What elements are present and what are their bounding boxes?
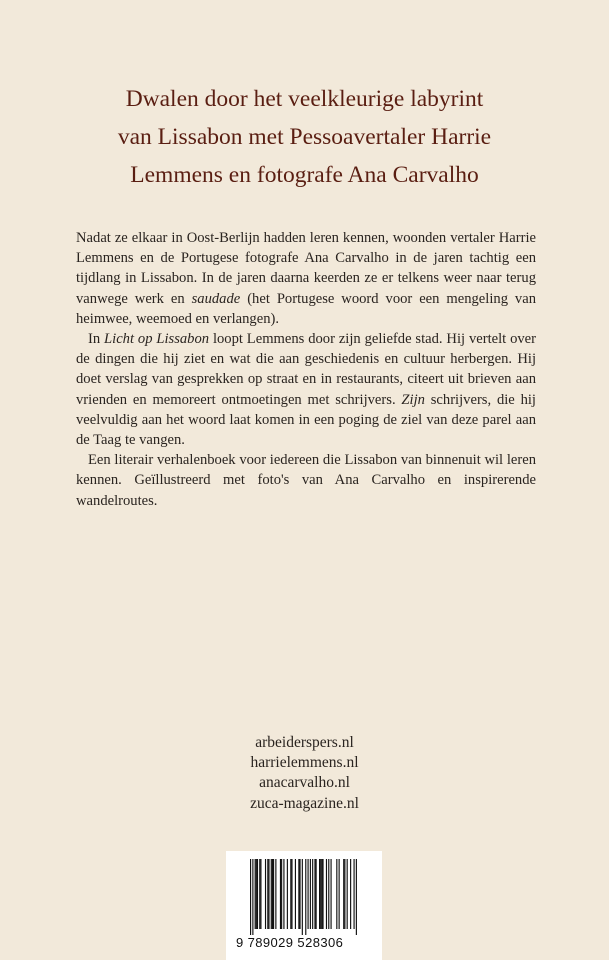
barcode-bar <box>356 859 357 935</box>
barcode-bar <box>316 859 317 929</box>
barcode-bar <box>308 859 309 929</box>
website-links <box>0 733 609 814</box>
barcode-bar <box>331 859 332 929</box>
barcode-bar <box>314 859 315 929</box>
blurb-paragraph-2 <box>76 329 536 450</box>
blurb-p1-italic: saudade <box>191 290 241 307</box>
barcode-bar <box>339 859 340 929</box>
barcode-bar <box>265 859 266 929</box>
barcode-bar <box>343 859 344 929</box>
barcode-bar <box>250 859 251 935</box>
barcode-bar <box>326 859 327 929</box>
barcode-bar <box>354 859 355 929</box>
barcode-bar <box>281 859 282 929</box>
tagline-line-2: van Lissabon met Pessoavertaler Harrie <box>117 124 492 150</box>
barcode-bar <box>260 859 261 929</box>
barcode-bar <box>305 859 306 935</box>
barcode-bar <box>336 859 337 929</box>
barcode-bar <box>328 859 329 929</box>
isbn-number: 9 789029 528306 <box>236 935 344 950</box>
barcode-bar <box>252 859 253 935</box>
barcode-bar <box>291 859 292 929</box>
link-zuca-magazine[interactable]: zuca-magazine.nl <box>250 794 359 812</box>
blurb-p2-mid: loopt Lemmens door zijn geliefde stad. Hij vertelt over de dingen die hij ziet en wat die aan geschiedenis en cultuur herbergen. Hij doet verslag van gesprekken op straat en in restaurants, citeert uit brieven aan vrienden en memoreert ontmoetingen met schrijvers. <box>76 331 537 408</box>
barcode-bar <box>275 859 276 929</box>
barcode-bar <box>295 859 296 929</box>
barcode-bar <box>256 859 257 929</box>
barcode-bar <box>280 859 281 929</box>
barcode-bar <box>272 859 273 929</box>
barcode-bar <box>267 859 268 929</box>
barcode-bar <box>319 859 320 929</box>
back-cover-tagline <box>30 80 579 194</box>
blurb-paragraph-1 <box>76 228 536 329</box>
barcode-bar <box>312 859 313 929</box>
barcode-bar <box>298 859 299 929</box>
link-harrielemmens[interactable]: harrielemmens.nl <box>250 754 359 772</box>
blurb <box>76 228 536 511</box>
barcode-bar <box>259 859 260 929</box>
isbn-barcode <box>226 851 382 960</box>
barcode-bar <box>271 859 272 929</box>
barcode-bar <box>344 859 345 929</box>
barcode-bar <box>283 859 284 929</box>
link-arbeiderspers[interactable]: arbeiderspers.nl <box>255 734 354 751</box>
barcode-bar <box>299 859 300 929</box>
barcode-bar <box>290 859 291 929</box>
blurb-p2-start: In <box>88 331 105 348</box>
barcode-bar <box>257 859 258 929</box>
barcode-bar <box>268 859 269 929</box>
blurb-p2-italic: Zijn <box>401 391 425 408</box>
barcode-bar <box>322 859 323 929</box>
barcode-bar <box>302 859 303 935</box>
blurb-paragraph-3: Een literair verhalenboek voor iedereen die Lissabon van binnenuit wil leren kennen. Geïllustreerd met foto's van Ana Carvalho en inspirerende wandelroutes. <box>76 452 536 509</box>
barcode-bar <box>350 859 351 929</box>
barcode-bar <box>287 859 288 929</box>
blurb-p1-text: Nadat ze elkaar in Oost-Berlijn hadden leren kennen, woonden vertaler Harrie Lemmens en de Portugese fotografe Ana Carvalho in de jaren tachtig een tijdlang in Lissabon. In de jaren daarna keerden ze er telkens weer naar terug vanwege werk en <box>76 230 536 307</box>
barcode-bar <box>273 859 274 929</box>
book-title-italic: Licht op Lissabon <box>104 331 210 348</box>
barcode-bar <box>320 859 321 929</box>
barcode-bar <box>310 859 311 929</box>
link-anacarvalho[interactable]: anacarvalho.nl <box>259 774 350 792</box>
barcode-bar <box>347 859 348 929</box>
barcode-bar <box>255 859 256 929</box>
tagline-line-3: Lemmens en fotografe Ana Carvalho <box>130 162 479 188</box>
blurb-p2-end: schrijvers, die hij veelvuldig aan het woord laat komen in een poging de ziel van deze parel aan de Taag te vangen. <box>76 391 536 449</box>
barcode-bar <box>321 859 322 929</box>
tagline-line-1: Dwalen door het veelkleurige labyrint <box>125 86 484 112</box>
blurb-p1-end: (het Portugese woord voor een mengeling van heimwee, weemoed en verlangen). <box>76 290 536 327</box>
